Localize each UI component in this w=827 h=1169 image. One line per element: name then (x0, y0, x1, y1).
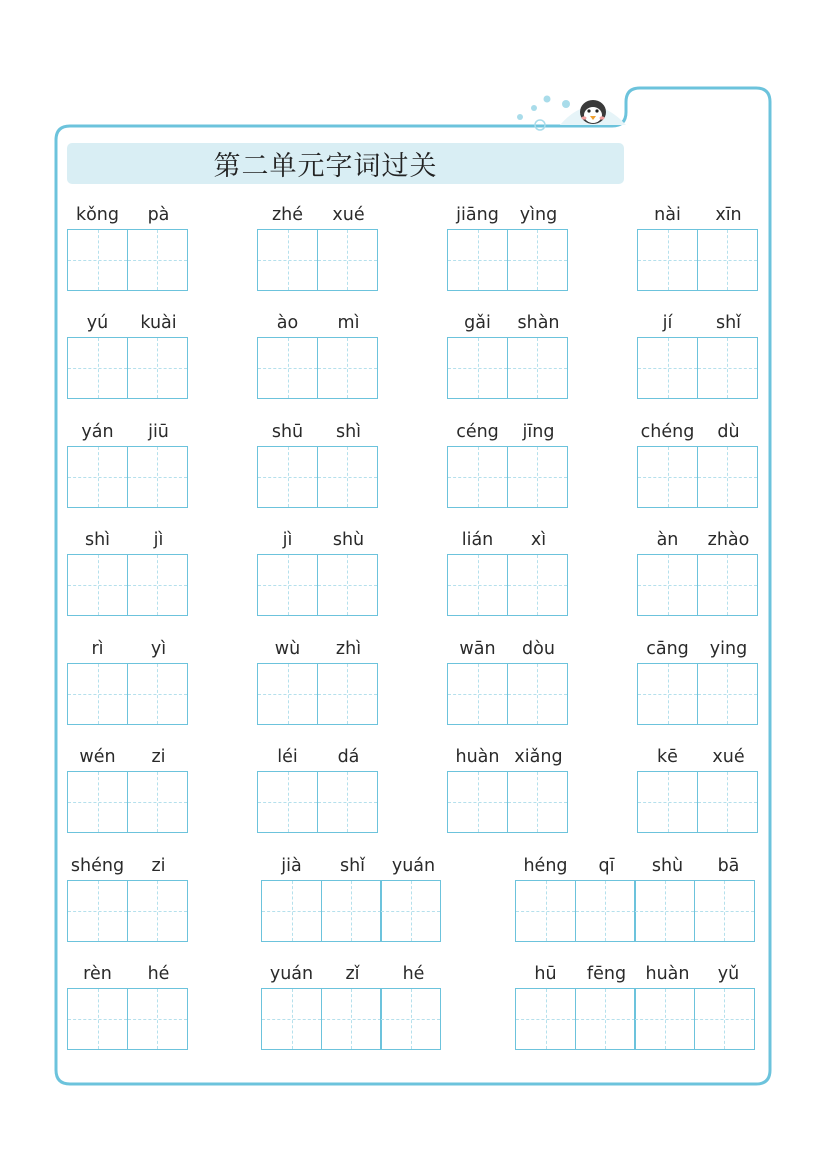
tianzige-box[interactable] (261, 880, 322, 942)
writing-boxes (261, 880, 440, 942)
tianzige-box[interactable] (127, 554, 188, 616)
pinyin-label: céng (456, 422, 499, 442)
pinyin-label: jì (282, 530, 293, 550)
writing-boxes (637, 663, 756, 725)
word-item (447, 311, 569, 411)
tianzige-box[interactable] (507, 663, 568, 725)
pinyin-label: zǐ (345, 964, 360, 984)
word-item (447, 528, 569, 628)
pinyin-row (261, 854, 444, 878)
word-item (515, 854, 759, 954)
tianzige-box[interactable] (575, 988, 636, 1050)
pinyin-label: jí (662, 313, 673, 333)
tianzige-box[interactable] (127, 446, 188, 508)
pinyin-row (67, 745, 189, 769)
tianzige-box[interactable] (697, 446, 758, 508)
pinyin-row (447, 311, 569, 335)
writing-boxes (67, 229, 186, 291)
tianzige-box[interactable] (127, 229, 188, 291)
tianzige-box[interactable] (317, 229, 378, 291)
pinyin-label: léi (277, 747, 298, 767)
pinyin-label: yán (81, 422, 114, 442)
pinyin-label: hé (147, 964, 170, 984)
pinyin-row (67, 420, 189, 444)
pinyin-row (637, 528, 759, 552)
pinyin-row (637, 420, 759, 444)
pinyin-label: zi (151, 747, 166, 767)
pinyin-label: yuán (391, 856, 436, 876)
writing-boxes (257, 337, 376, 399)
pinyin-label: dòu (522, 639, 555, 659)
pinyin-label: shì (84, 530, 111, 550)
pinyin-label: jì (153, 530, 164, 550)
tianzige-box[interactable] (380, 880, 441, 942)
pinyin-row (261, 962, 444, 986)
pinyin-label: shàn (517, 313, 560, 333)
pinyin-row (257, 637, 379, 661)
word-item (447, 420, 569, 520)
writing-boxes (67, 337, 186, 399)
tianzige-box[interactable] (257, 446, 318, 508)
pinyin-row (515, 962, 759, 986)
word-item (637, 528, 759, 628)
writing-boxes (261, 988, 440, 1050)
tianzige-box[interactable] (321, 880, 382, 942)
tianzige-box[interactable] (637, 554, 698, 616)
pinyin-row (447, 745, 569, 769)
tianzige-box[interactable] (257, 229, 318, 291)
writing-boxes (257, 771, 376, 833)
writing-boxes (447, 229, 566, 291)
tianzige-box[interactable] (257, 554, 318, 616)
pinyin-label: shū (271, 422, 304, 442)
pinyin-label: zi (151, 856, 166, 876)
writing-boxes (515, 880, 753, 942)
tianzige-box[interactable] (67, 663, 128, 725)
pinyin-label: yǔ (717, 964, 740, 984)
title-bar (67, 143, 624, 184)
pinyin-label: ying (709, 639, 748, 659)
pinyin-label: rèn (83, 964, 112, 984)
pinyin-row (67, 203, 189, 227)
pinyin-row (67, 854, 189, 878)
tianzige-box[interactable] (447, 663, 508, 725)
tianzige-box[interactable] (575, 880, 636, 942)
pinyin-label: yì (150, 639, 167, 659)
pinyin-label: ào (276, 313, 299, 333)
tianzige-box[interactable] (67, 771, 128, 833)
tianzige-box[interactable] (634, 988, 695, 1050)
pinyin-label: hé (402, 964, 425, 984)
writing-boxes (447, 554, 566, 616)
tianzige-box[interactable] (637, 337, 698, 399)
word-item (257, 311, 379, 411)
tianzige-box[interactable] (697, 771, 758, 833)
pinyin-row (257, 420, 379, 444)
tianzige-box[interactable] (515, 988, 576, 1050)
pinyin-label: zhì (335, 639, 362, 659)
pinyin-label: rì (91, 639, 104, 659)
pinyin-label: shéng (70, 856, 125, 876)
tianzige-box[interactable] (447, 554, 508, 616)
writing-boxes (67, 446, 186, 508)
pinyin-label: chéng (640, 422, 695, 442)
word-item (637, 745, 759, 845)
pinyin-label: àn (656, 530, 679, 550)
writing-boxes (257, 446, 376, 508)
pinyin-row (257, 203, 379, 227)
pinyin-label: kē (657, 747, 678, 767)
pinyin-label: zhé (271, 205, 304, 225)
tianzige-box[interactable] (447, 337, 508, 399)
word-item (257, 745, 379, 845)
word-item (637, 420, 759, 520)
pinyin-label: bā (717, 856, 740, 876)
pinyin-label: cāng (646, 639, 689, 659)
writing-boxes (637, 337, 756, 399)
tianzige-box[interactable] (317, 337, 378, 399)
word-item (67, 854, 189, 954)
tianzige-box[interactable] (257, 771, 318, 833)
pinyin-row (637, 637, 759, 661)
writing-boxes (67, 880, 186, 942)
pinyin-label: wù (274, 639, 301, 659)
pinyin-label: zhào (707, 530, 750, 550)
pinyin-label: xiǎng (514, 747, 563, 767)
bubble (531, 105, 537, 111)
tianzige-box[interactable] (127, 337, 188, 399)
word-item (261, 962, 444, 1062)
word-item (637, 637, 759, 737)
pinyin-label: xīn (715, 205, 742, 225)
tianzige-box[interactable] (697, 663, 758, 725)
writing-boxes (447, 446, 566, 508)
pinyin-label: xì (530, 530, 547, 550)
pinyin-label: jiāng (456, 205, 499, 225)
pinyin-label: shǐ (339, 856, 366, 876)
tianzige-box[interactable] (634, 880, 695, 942)
pinyin-label: nài (654, 205, 681, 225)
word-item (257, 528, 379, 628)
tianzige-box[interactable] (67, 337, 128, 399)
word-item (67, 637, 189, 737)
pinyin-row (257, 745, 379, 769)
tianzige-box[interactable] (257, 337, 318, 399)
pinyin-row (67, 962, 189, 986)
pinyin-row (67, 528, 189, 552)
pinyin-label: wān (459, 639, 496, 659)
pinyin-label: pà (147, 205, 170, 225)
pinyin-label: gǎi (464, 313, 491, 333)
word-item (67, 420, 189, 520)
pinyin-row (67, 311, 189, 335)
pinyin-label: xué (332, 205, 365, 225)
tianzige-box[interactable] (507, 337, 568, 399)
word-item (67, 203, 189, 303)
pinyin-row (447, 637, 569, 661)
writing-boxes (257, 554, 376, 616)
tianzige-box[interactable] (317, 663, 378, 725)
pinyin-label: jià (281, 856, 302, 876)
writing-boxes (67, 554, 186, 616)
pinyin-label: jiū (148, 422, 169, 442)
word-item (447, 745, 569, 845)
pinyin-row (637, 203, 759, 227)
tianzige-box[interactable] (447, 771, 508, 833)
pinyin-label: qī (598, 856, 615, 876)
bubble (517, 114, 523, 120)
tianzige-box[interactable] (380, 988, 441, 1050)
tianzige-box[interactable] (697, 337, 758, 399)
word-item (447, 203, 569, 303)
tianzige-box[interactable] (67, 229, 128, 291)
tianzige-box[interactable] (317, 446, 378, 508)
writing-boxes (257, 663, 376, 725)
writing-boxes (637, 771, 756, 833)
pinyin-label: shù (651, 856, 684, 876)
tianzige-box[interactable] (127, 880, 188, 942)
tianzige-box[interactable] (515, 880, 576, 942)
writing-boxes (447, 337, 566, 399)
tianzige-box[interactable] (507, 229, 568, 291)
pinyin-label: shǐ (715, 313, 742, 333)
tianzige-box[interactable] (637, 446, 698, 508)
tianzige-box[interactable] (67, 988, 128, 1050)
word-item (257, 637, 379, 737)
word-item (447, 637, 569, 737)
writing-boxes (637, 446, 756, 508)
pinyin-label: xué (712, 747, 745, 767)
writing-boxes (257, 229, 376, 291)
writing-boxes (67, 771, 186, 833)
pinyin-label: huàn (645, 964, 690, 984)
tianzige-box[interactable] (321, 988, 382, 1050)
tianzige-box[interactable] (447, 446, 508, 508)
pinyin-row (447, 420, 569, 444)
pinyin-label: yuán (269, 964, 314, 984)
word-item (637, 203, 759, 303)
pinyin-row (637, 311, 759, 335)
pinyin-label: kǒng (75, 205, 120, 225)
pinyin-label: jīng (522, 422, 555, 442)
tianzige-box[interactable] (127, 663, 188, 725)
pinyin-label: yú (86, 313, 109, 333)
writing-boxes (447, 663, 566, 725)
pinyin-label: yìng (519, 205, 558, 225)
pinyin-label: shì (335, 422, 362, 442)
tianzige-box[interactable] (257, 663, 318, 725)
tianzige-box[interactable] (637, 771, 698, 833)
pinyin-label: dù (717, 422, 740, 442)
tianzige-box[interactable] (697, 229, 758, 291)
word-item (67, 745, 189, 845)
tianzige-box[interactable] (317, 554, 378, 616)
pinyin-label: kuài (140, 313, 177, 333)
tianzige-box[interactable] (127, 771, 188, 833)
pinyin-row (637, 745, 759, 769)
pinyin-label: dá (337, 747, 360, 767)
word-item (67, 528, 189, 628)
pinyin-row (447, 528, 569, 552)
pinyin-row (257, 311, 379, 335)
word-item (637, 311, 759, 411)
word-item (261, 854, 444, 954)
writing-boxes (67, 663, 186, 725)
word-item (515, 962, 759, 1062)
writing-boxes (637, 554, 756, 616)
word-item (257, 420, 379, 520)
pinyin-row (447, 203, 569, 227)
writing-boxes (67, 988, 186, 1050)
pinyin-label: wén (79, 747, 116, 767)
writing-boxes (637, 229, 756, 291)
tianzige-box[interactable] (261, 988, 322, 1050)
pinyin-row (257, 528, 379, 552)
bubble (544, 96, 551, 103)
pinyin-label: fēng (586, 964, 627, 984)
tianzige-box[interactable] (694, 880, 755, 942)
page-title: 第二单元字词过关 (213, 151, 438, 182)
pinyin-label: shù (332, 530, 365, 550)
writing-boxes (515, 988, 753, 1050)
writing-boxes (447, 771, 566, 833)
word-item (67, 962, 189, 1062)
tianzige-box[interactable] (697, 554, 758, 616)
tianzige-box[interactable] (447, 229, 508, 291)
pinyin-label: lián (461, 530, 494, 550)
tianzige-box[interactable] (67, 880, 128, 942)
tianzige-box[interactable] (694, 988, 755, 1050)
bubble (562, 100, 570, 108)
tianzige-box[interactable] (637, 663, 698, 725)
tianzige-box[interactable] (127, 988, 188, 1050)
tianzige-box[interactable] (637, 229, 698, 291)
pinyin-row (67, 637, 189, 661)
pinyin-label: hū (534, 964, 557, 984)
word-item (257, 203, 379, 303)
tianzige-box[interactable] (507, 554, 568, 616)
tianzige-box[interactable] (67, 446, 128, 508)
tianzige-box[interactable] (507, 446, 568, 508)
pinyin-label: mì (337, 313, 360, 333)
tianzige-box[interactable] (507, 771, 568, 833)
tianzige-box[interactable] (67, 554, 128, 616)
word-item (67, 311, 189, 411)
pinyin-row (515, 854, 759, 878)
pinyin-label: huàn (455, 747, 500, 767)
tianzige-box[interactable] (317, 771, 378, 833)
pinyin-label: héng (523, 856, 568, 876)
